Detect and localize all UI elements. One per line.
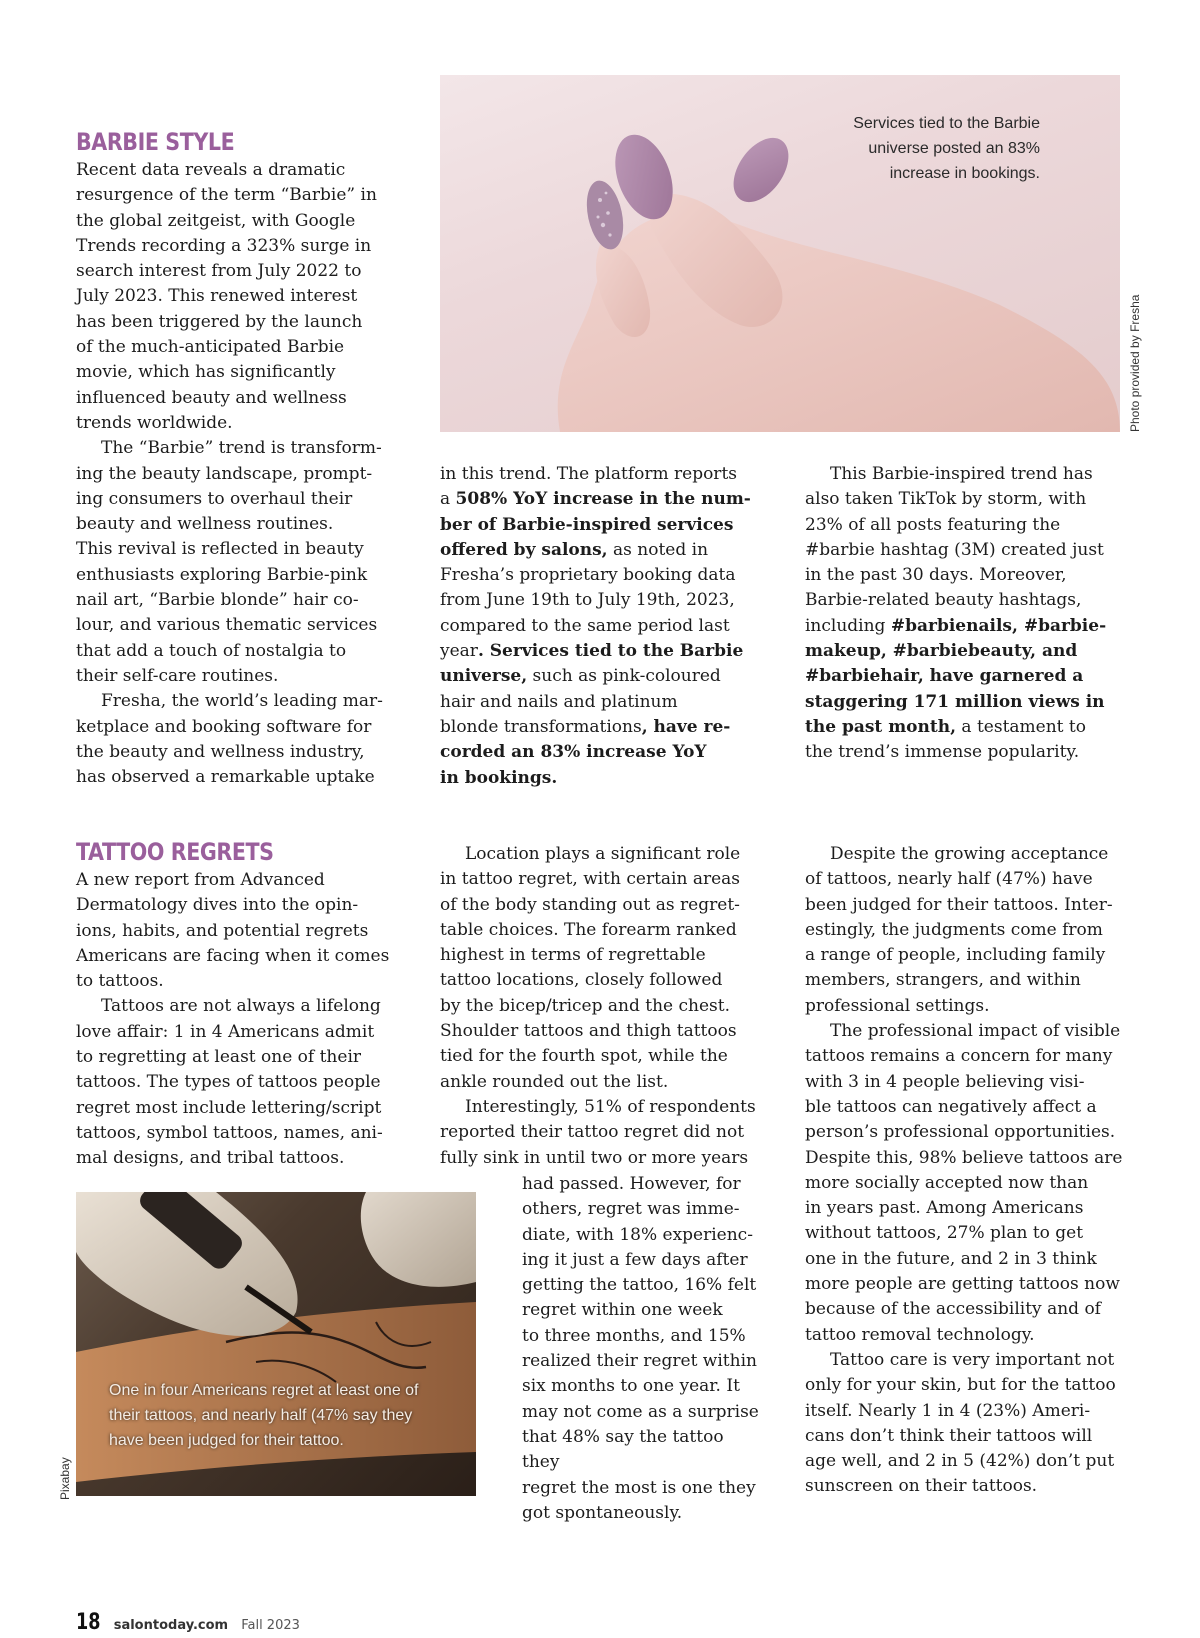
barbie-heading: BARBIE STYLE [76,128,235,156]
barbie-column-1: Recent data reveals a dramatic resurgence of the term “Barbie” in the global zeitgeist, with Google Trends recording a 323% surge in search interest from July 2022 to July 2023. This renewed interest has been triggered by the launch of the much-anticipated Barbie movie, which has significantly influenced beauty and wellness trends worldwide. The “Barbie” trend is transform- ing the beauty landscape, prompt- ing consumers to overhaul their beauty and wellness routines. This revival is reflected in beauty enthusiasts exploring Barbie-pink nail art, “Barbie blonde” hair co- lour, and various thematic services that add a touch of nostalgia to their self-care routines. Fresha, the world’s leading mar- ketplace and booking software for the beauty and wellness industry, has observed a remarkable uptake [76,160,383,788]
tattoo-photo [76,1192,476,1496]
tattoo-photo-credit: Pixabay [58,1457,72,1500]
barbie-column-3: This Barbie-inspired trend has also taken TikTok by storm, with 23% of all posts featuring the #barbie hashtag (3M) created just in the past 30 days. Moreover, Barbie-related beauty hashtags, including #barbienails, #barbie- makeup, #barbiebeauty, and #barbiehair, have garnered a staggering 171 million views in the past month, a testament to the trend’s immense popularity. [805,464,1107,763]
barbie-photo-credit: Photo provided by Fresha [1128,294,1142,432]
tattoo-photo-caption: One in four Americans regret at least one of their tattoos, and nearly half (47% say they have been judged for their tattoo. [109,1382,419,1449]
tattoo-column-3: Despite the growing acceptance of tattoos, nearly half (47%) have been judged for their tattoos. Inter- estingly, the judgments come from a range of people, including family members, strangers, and within professional settings. The professional impact of visible tattoos remains a concern for many with 3 in 4 people believing visi- ble tattoos can negatively affect a person’s professional opportunities. Despite this, 98% believe tattoos are more socially accepted now than in years past. Among Americans without tattoos, 27% plan to get one in the future, and 2 in 3 think more people are getting tattoos now because of the accessibility and of tattoo removal technology. Tattoo care is very important not only for your skin, but for the tattoo itself. Nearly 1 in 4 (23%) Ameri- cans don’t think their tattoos will age well, and 2 in 5 (42%) don’t put sunscreen on their tattoos. [805,844,1123,1497]
barbie-photo-caption: Services tied to the Barbie universe posted an 83% increase in bookings. [853,115,1040,182]
barbie-nails-photo [440,75,1120,432]
tattoo-column-1: A new report from Advanced Dermatology dives into the opin- ions, habits, and potential regrets Americans are facing when it comes to tattoos. Tattoos are not always a lifelong love affair: 1 in 4 Americans admit to regretting at least one of their tattoos. The types of tattoos people regret most include lettering/script tattoos, symbol tattoos, names, ani- mal designs, and tribal tattoos. [76,870,390,1169]
footer-site: salontoday.com [113,1618,229,1633]
page-footer [76,1610,300,1635]
tattoo-heading: TATTOO REGRETS [76,838,274,866]
tattoo-column-2-wrap: had passed. However, for others, regret was imme- diate, with 18% experienc- ing it just a few days after getting the tattoo, 16% felt regret within one week to three months, and 15% realized their regret within six months to one year. It may not come as a surprise that 48% say the tattoo they regret the most is one they got spontaneously. [522,1174,759,1523]
footer-issue: Fall 2023 [241,1618,300,1633]
barbie-column-2: in this trend. The platform reports a 508% YoY increase in the num- ber of Barbie-inspired services offered by salons, as noted in Fresha’s proprietary booking data from June 19th to July 19th, 2023, compared to the same period last year. Services tied to the Barbie universe, such as pink-coloured hair and nails and platinum blonde transformations, have re- corded an 83% increase YoY in bookings. [440,464,751,788]
tattoo-column-2: Location plays a significant role in tattoo regret, with certain areas of the body standing out as regret- table choices. The forearm ranked highest in terms of regrettable tattoo locations, closely followed by the bicep/tricep and the chest. Shoulder tattoos and thigh tattoos tied for the fourth spot, while the ankle rounded out the list. Interestingly, 51% of respondents reported their tattoo regret did not fully sink in until two or more years [440,844,756,1168]
page-number: 18 [76,1610,101,1635]
